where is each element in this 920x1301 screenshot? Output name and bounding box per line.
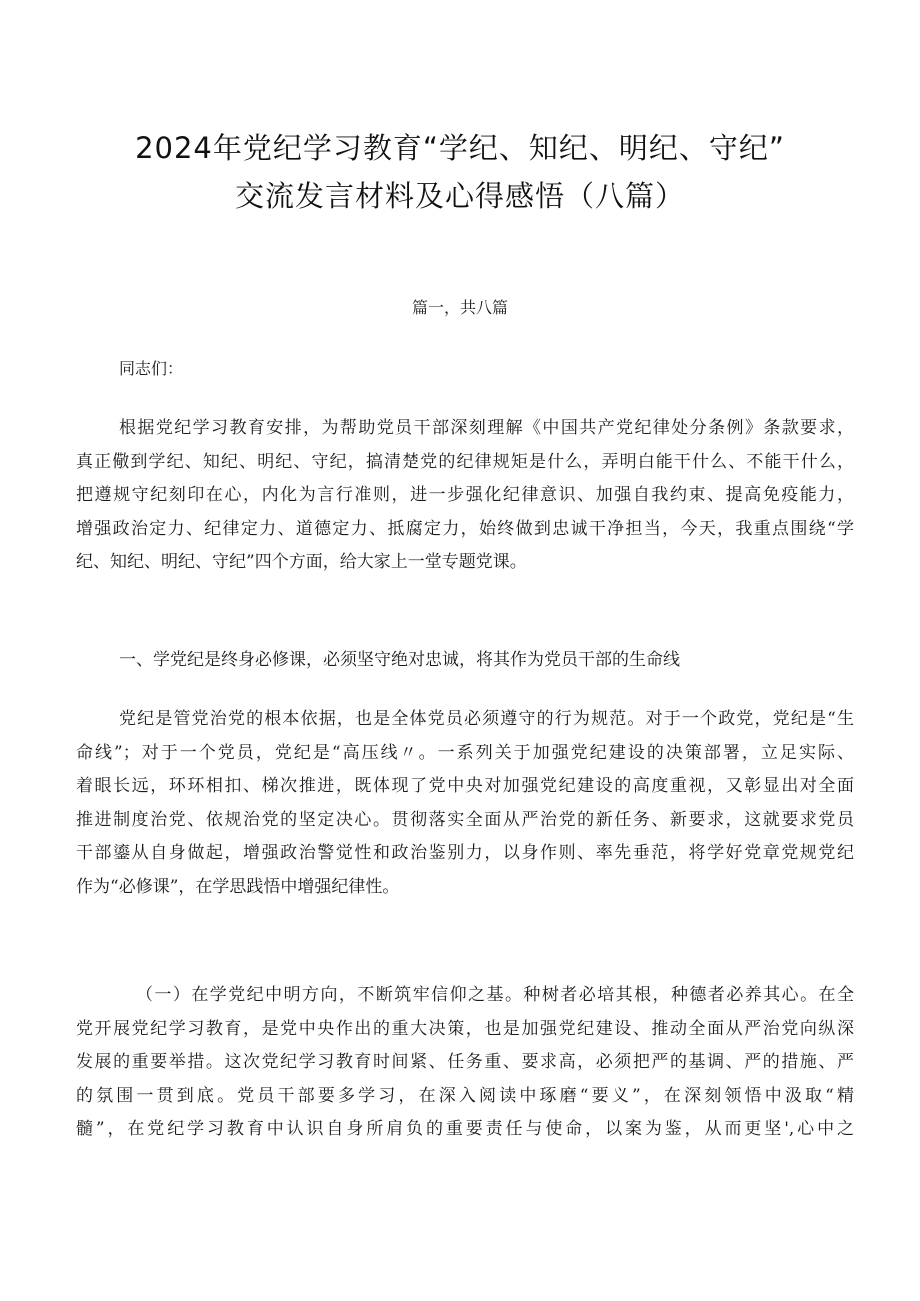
paragraph-party-discipline bbox=[76, 703, 854, 904]
paragraph-line: 党开展党纪学习教育，是党中央作出的重大决策，也是加强党纪建设、推动全面从严治党向纵深 bbox=[76, 1018, 854, 1039]
paragraph-line: 髓”，在党纪学习教育中认识自身所肩负的重要责任与使命，以案为鉴，从而更坚',心中之 bbox=[76, 1119, 854, 1139]
paragraph-line: 干部鎏从自身做起，增强政治警觉性和政治鉴别力，以身作则、率先垂范，将学好党章党规党纪 bbox=[76, 843, 854, 863]
document-title-line-2: 交流发言材料及心得感悟（八篇） bbox=[234, 179, 685, 213]
paragraph-line: 着眼长远，环环相扣、梯次推进，既体现了党中央对加强党纪建设的高度重视，又彰显出对全面 bbox=[76, 776, 854, 796]
paragraph-subsection-1 bbox=[76, 979, 854, 1147]
document-title-line-1: 2024年党纪学习教育“学纪、知纪、明纪、守纪” bbox=[135, 131, 785, 165]
paragraph-line: 党纪是管党治党的根本依据，也是全体党员必须遵守的行为规范。对于一个政党，党纪是“生 bbox=[119, 709, 854, 729]
salutation: 同志们： bbox=[119, 359, 184, 378]
section-subtitle: 篇一，共八篇 bbox=[411, 298, 508, 317]
paragraph-line: 增强政治定力、纪律定力、道德定力、抵腐定力，始终做到忠诚干净担当，今天，我重点围绕“学 bbox=[76, 518, 854, 539]
paragraph-line: 把遵规守纪刻印在心，内化为言行准则，进一步强化纪律意识、加强自我约束、提高免疫能力， bbox=[76, 485, 854, 505]
paragraph-line: 的氛围一贯到底。党员干部要多学习，在深入阅读中琢磨“要义”，在深刻领悟中汲取“精 bbox=[76, 1085, 854, 1106]
section-heading-1: 一、学党纪是终身必修课，必须坚守绝对忠诚，将其作为党员干部的生命线 bbox=[119, 650, 680, 670]
paragraph-line: 作为“必修课”，在学思践悟中增强纪律性。 bbox=[76, 876, 400, 897]
paragraph-line: 根据党纪学习教育安排，为帮助党员干部深刻理解《中国共产党纪律处分条例》条款要求， bbox=[119, 418, 854, 438]
paragraph-line: 命线”；对于一个党员，党纪是“高压线〃。一系列关于加强党纪建设的决策部署，立足实际、 bbox=[76, 742, 854, 763]
paragraph-line: 真正儆到学纪、知纪、明纪、守纪，搞清楚党的纪律规矩是什么，弄明白能干什么、不能干什么， bbox=[76, 451, 854, 472]
paragraph-line: 发展的重要举措。这次党纪学习教育时间紧、任务重、要求高，必须把严的基调、严的措施、严 bbox=[76, 1052, 854, 1072]
paragraph-line: 推进制度治党、依规治党的坚定决心。贯彻落实全面从严治党的新任务、新要求，这就要求党员 bbox=[76, 809, 854, 830]
paragraph-intro bbox=[76, 412, 854, 580]
paragraph-line: 纪、知纪、明纪、守纪”四个方面，给大家上一堂专题党课。 bbox=[76, 552, 527, 572]
paragraph-line: （一）在学党纪中明方向，不断筑牢信仰之基。种树者必培其根，种德者必养其心。在全 bbox=[136, 985, 854, 1005]
